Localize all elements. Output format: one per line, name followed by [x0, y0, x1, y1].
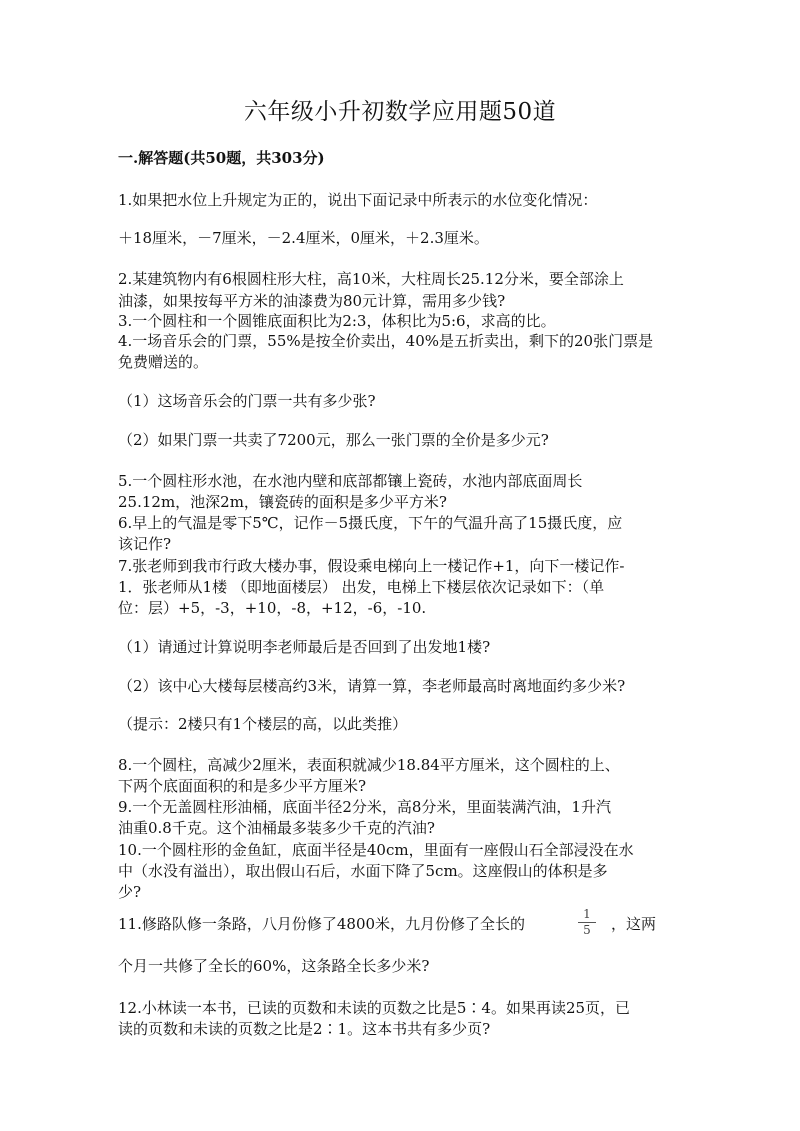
question-4-sub-1: （1）这场音乐会的门票一共有多少张?	[118, 392, 376, 410]
question-7-line-2: 1．张老师从1楼 （即地面楼层） 出发，电梯上下楼层依次记录如下：（单	[118, 578, 605, 596]
question-9-line-2: 油重0.8千克。这个油桶最多装多少千克的汽油?	[118, 819, 435, 837]
question-12-line-2: 读的页数和未读的页数之比是2∶1。这本书共有多少页?	[118, 1020, 491, 1038]
fraction-denominator: 5	[583, 923, 591, 937]
question-5-line-2: 25.12m，池深2m，镶瓷砖的面积是多少平方米?	[118, 493, 447, 511]
question-3-line-1: 3.一个圆柱和一个圆锥底面积比为2:3，体积比为5:6，求高的比。	[118, 312, 556, 330]
question-2-line-1: 2.某建筑物内有6根圆柱形大柱，高10米，大柱周长25.12分米，要全部涂上	[118, 270, 624, 288]
question-5-line-1: 5.一个圆柱形水池，在水池内壁和底部都镶上瓷砖，水池内部底面周长	[118, 472, 583, 490]
fraction-one-fifth	[578, 907, 596, 938]
question-7-hint: （提示：2楼只有1个楼层的高，以此类推）	[118, 715, 408, 733]
question-7-line-3: 位：层）+5，-3，+10，-8，+12，-6，-10.	[118, 599, 427, 617]
question-9-line-1: 9.一个无盖圆柱形油桶，底面半径2分米，高8分米，里面装满汽油，1升汽	[118, 798, 611, 816]
question-4-line-1: 4.一场音乐会的门票，55%是按全价卖出，40%是五折卖出，剩下的20张门票是	[118, 332, 654, 350]
question-10-line-1: 10.一个圆柱形的金鱼缸，底面半径是40cm，里面有一座假山石全部浸没在水	[118, 841, 634, 859]
question-7-line-1: 7.张老师到我市行政大楼办事，假设乘电梯向上一楼记作+1，向下一楼记作-	[118, 557, 625, 575]
question-8-line-2: 下两个底面面积的和是多少平方厘米?	[118, 777, 367, 795]
question-1-line-2: ＋18厘米，－7厘米，－2.4厘米，0厘米，＋2.3厘米。	[118, 229, 489, 247]
question-2-line-2: 油漆，如果按每平方米的油漆费为80元计算，需用多少钱?	[118, 292, 506, 310]
question-7-sub-1: （1）请通过计算说明李老师最后是否回到了出发地1楼?	[118, 638, 491, 656]
question-11-line-1-tail: ，这两	[611, 915, 657, 933]
question-1-line-1: 1.如果把水位上升规定为正的，说出下面记录中所表示的水位变化情况：	[118, 191, 598, 209]
question-6-line-2: 该记作?	[118, 535, 172, 553]
question-4-sub-2: （2）如果门票一共卖了7200元，那么一张门票的全价是多少元?	[118, 431, 549, 449]
question-4-line-2: 免费赠送的。	[118, 353, 209, 371]
question-8-line-1: 8.一个圆柱，高减少2厘米，表面积就减少18.84平方厘米，这个圆柱的上、	[118, 756, 620, 774]
fraction-numerator: 1	[578, 907, 596, 923]
section-heading: 一.解答题(共50题，共303分)	[118, 149, 325, 167]
question-12-line-1: 12.小林读一本书，已读的页数和未读的页数之比是5∶4。如果再读25页，已	[118, 999, 631, 1017]
question-10-line-2: 中（水没有溢出），取出假山石后，水面下降了5cm。这座假山的体积是多	[118, 862, 608, 880]
question-11-line-1: 11.修路队修一条路，八月份修了4800米，九月份修了全长的	[118, 915, 526, 933]
question-10-line-3: 少?	[118, 883, 142, 901]
page-title: 六年级小升初数学应用题50道	[243, 99, 557, 125]
question-11-line-2: 个月一共修了全长的60%，这条路全长多少米?	[118, 957, 430, 975]
question-7-sub-2: （2）该中心大楼每层楼高约3米，请算一算，李老师最高时离地面约多少米?	[118, 677, 626, 695]
question-6-line-1: 6.早上的气温是零下5℃，记作－5摄氏度，下午的气温升高了15摄氏度，应	[118, 514, 623, 532]
